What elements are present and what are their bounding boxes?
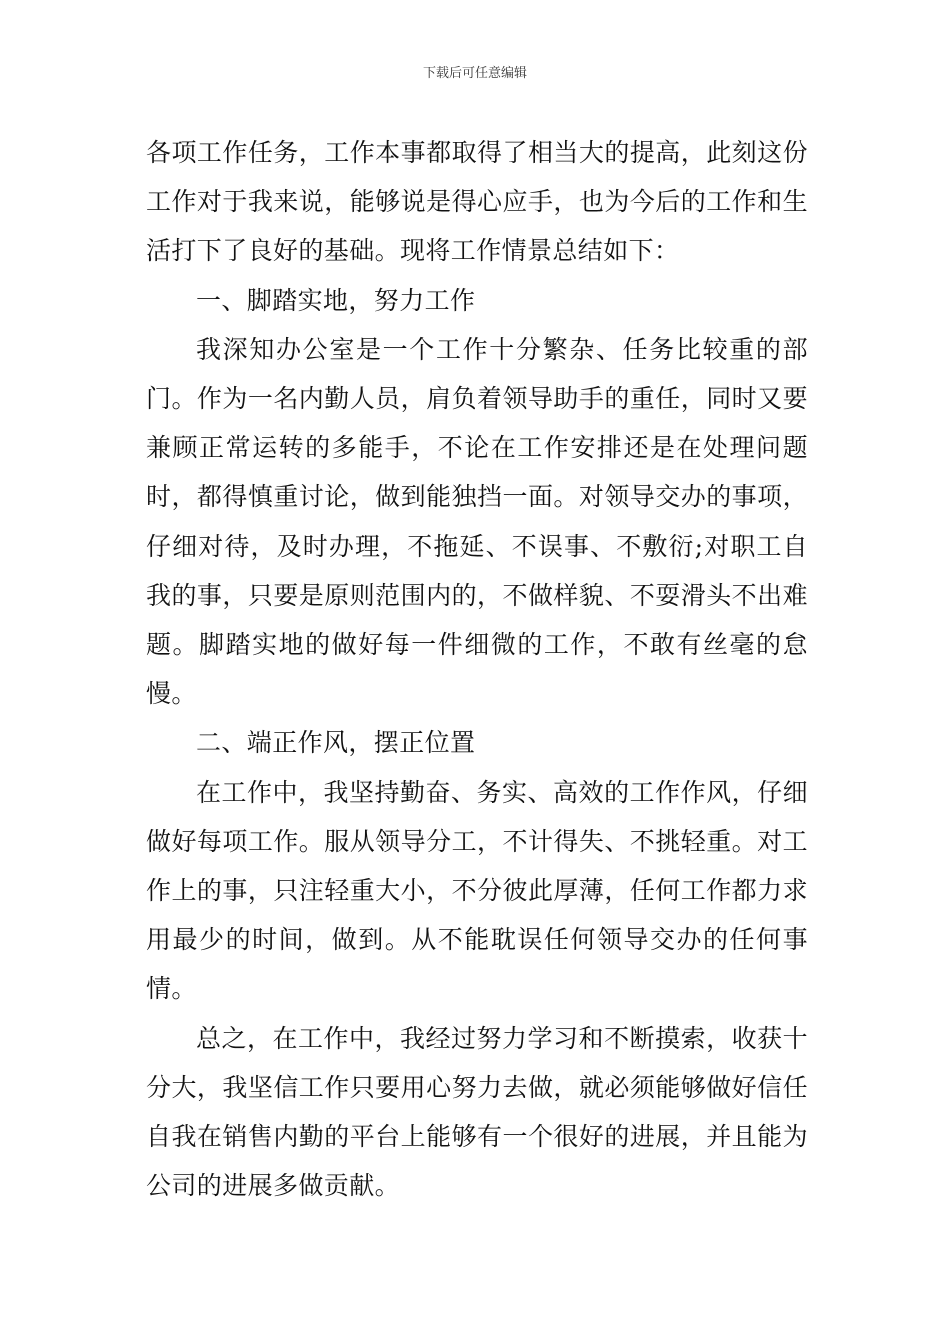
- page-header: 下载后可任意编辑: [422, 66, 527, 81]
- paragraph-section-1: 我深知办公室是一个工作十分繁杂、任务比较重的部门。作为一名内勤人员，肩负着领导助手的重任，同时又要兼顾正常运转的多能手，不论在工作安排还是在处理问题时，都得慎重讨论，做到能独挡一面。对领导交办的事项，仔细对待，及时办理，不拖延、不误事、不敷衍;对职工自我的事，只要是原则范围内的，不做样貌、不耍滑头不出难题。脚踏实地的做好每一件细微的工作，不敢有丝毫的怠慢。: [146, 334, 808, 709]
- document-body: [146, 128, 808, 1210]
- section-heading-2: 二、端正作风，摆正位置: [196, 728, 476, 758]
- section-heading-1: 一、脚踏实地，努力工作: [196, 285, 476, 315]
- paragraph-section-2: 在工作中，我坚持勤奋、务实、高效的工作作风，仔细做好每项工作。服从领导分工，不计得失、不挑轻重。对工作上的事，只注轻重大小，不分彼此厚薄，任何工作都力求用最少的时间，做到。从不能耽误任何领导交办的任何事情。: [146, 777, 808, 1004]
- paragraph-continuation: 各项工作任务，工作本事都取得了相当大的提高，此刻这份工作对于我来说，能够说是得心应手，也为今后的工作和生活打下了良好的基础。现将工作情景总结如下：: [146, 138, 808, 266]
- paragraph-conclusion: 总之，在工作中，我经过努力学习和不断摸索，收获十分大，我坚信工作只要用心努力去做，就必须能够做好信任自我在销售内勤的平台上能够有一个很好的进展，并且能为公司的进展多做贡献。: [146, 1023, 808, 1201]
